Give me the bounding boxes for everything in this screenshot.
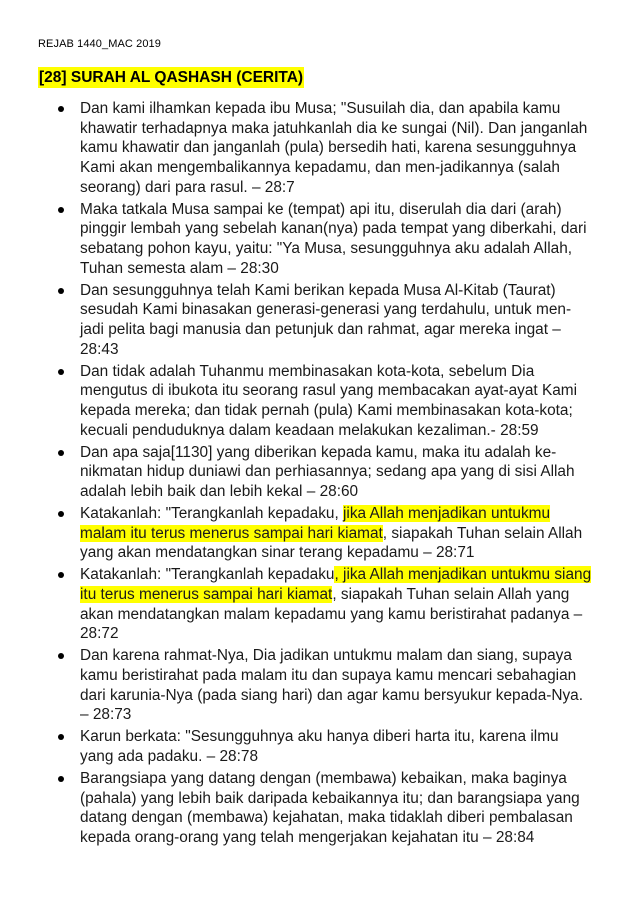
list-item [36,99,592,198]
page-header: REJAB 1440_MAC 2019 [38,38,161,50]
list-item [36,200,592,279]
section-title: [28] SURAH AL QASHASH (CERITA) [39,69,304,86]
item-text-continued: , siapakah Tuhan selain Allah yang akan mendatangkan malam kepadamu yang kamu beristirahat padanya – 28:72 [80,586,583,643]
item-text: Katakanlah: "Terangkanlah kepadaku [80,566,335,584]
bullet-icon [58,776,64,782]
item-text: Barangsiapa yang datang dengan (membawa) kebaikan, maka baginya (pahala) yang lebih baik daripada kebaikannya itu; dan barangsiapa yang datang dengan (membawa) kejahatan, maka tidaklah diberi pembalasan kepada orang-orang yang telah mengerjakan kejahatan itu – 28:84 [80,769,580,846]
list-item [36,646,592,725]
list-item [36,443,592,502]
item-text: Katakanlah: "Terangkanlah kepadaku, [80,505,344,522]
list-item [36,281,592,360]
bullet-icon [58,207,64,213]
item-text: Karun berkata: "Sesungguhnya aku hanya diberi harta itu, karena ilmu yang ada padaku. – 28:78 [80,728,559,765]
item-text: Dan karena rahmat-Nya, Dia jadikan untukmu malam dan siang, supaya kamu beristirahat pada malam itu dan supaya kamu mencari sebahagian dari karunia-Nya (pada siang hari) dan agar kamu bersyukur kepada-Nya. – 28:73 [80,647,584,724]
item-text: Dan tidak adalah Tuhanmu membinasakan kota-kota, sebelum Dia mengutus di ibukota itu seorang rasul yang membacakan ayat-ayat Kami kepada mereka; dan tidak pernah (pula) Kami membinasakan kota-kota; kecuali penduduknya dalam keadaan melakukan kezaliman.- 28:59 [80,362,578,439]
list-item [36,769,592,848]
bullet-icon [58,572,64,578]
bullet-icon [58,450,64,456]
list-item [36,504,592,563]
bullet-icon [58,106,64,112]
bullet-icon [58,288,64,294]
item-text: Dan apa saja[1130] yang diberikan kepada kamu, maka itu adalah ke-nikmatan hidup duniawi dan perhiasannya; sedang apa yang di sisi Allah adalah lebih baik dan lebih kekal – 28:60 [80,443,575,501]
list-item [36,565,592,644]
bullet-icon [58,511,64,517]
item-text: Maka tatkala Musa sampai ke (tempat) api itu, diserulah dia dari (arah) pinggir lembah yang sebelah kanan(nya) pada tempat yang diberkahi, dari sebatang pohon kayu, yaitu: "Ya Musa, sesungguhnya aku adalah Allah, Tuhan semesta alam – 28:30 [80,200,587,277]
item-text: Dan kami ilhamkan kepada ibu Musa; "Susuilah dia, dan apabila kamu khawatir terhadapnya maka jatuhkanlah dia ke sungai (Nil). Dan janganlah kamu khawatir dan janganlah (pula) bersedih hati, karena sesungguhnya Kami akan mengembalikannya kepadamu, dan men-jadikannya (salah seorang) dari para rasul. – 28:7 [80,100,588,196]
list-item [36,362,592,441]
list-item [36,727,592,766]
item-text: Dan sesungguhnya telah Kami berikan kepada Musa Al-Kitab (Taurat) sesudah Kami binasakan generasi-generasi yang terdahulu, untuk men-jadi pelita bagi manusia dan petunjuk dan rahmat, agar mereka ingat – 28:43 [80,281,572,358]
highlighted-text: , jika Allah menjadikan untukmu siang itu terus menerus sampai hari kiamat [80,566,592,603]
verse-list [36,99,592,850]
highlighted-text: jika Allah menjadikan untukmu malam itu terus menerus sampai hari kiamat [80,505,551,542]
bullet-icon [58,369,64,375]
item-text-continued: , siapakah Tuhan selain Allah yang akan mendatangkan sinar terang kepadamu – 28:71 [80,524,583,562]
bullet-icon [58,734,64,740]
bullet-icon [58,653,64,659]
